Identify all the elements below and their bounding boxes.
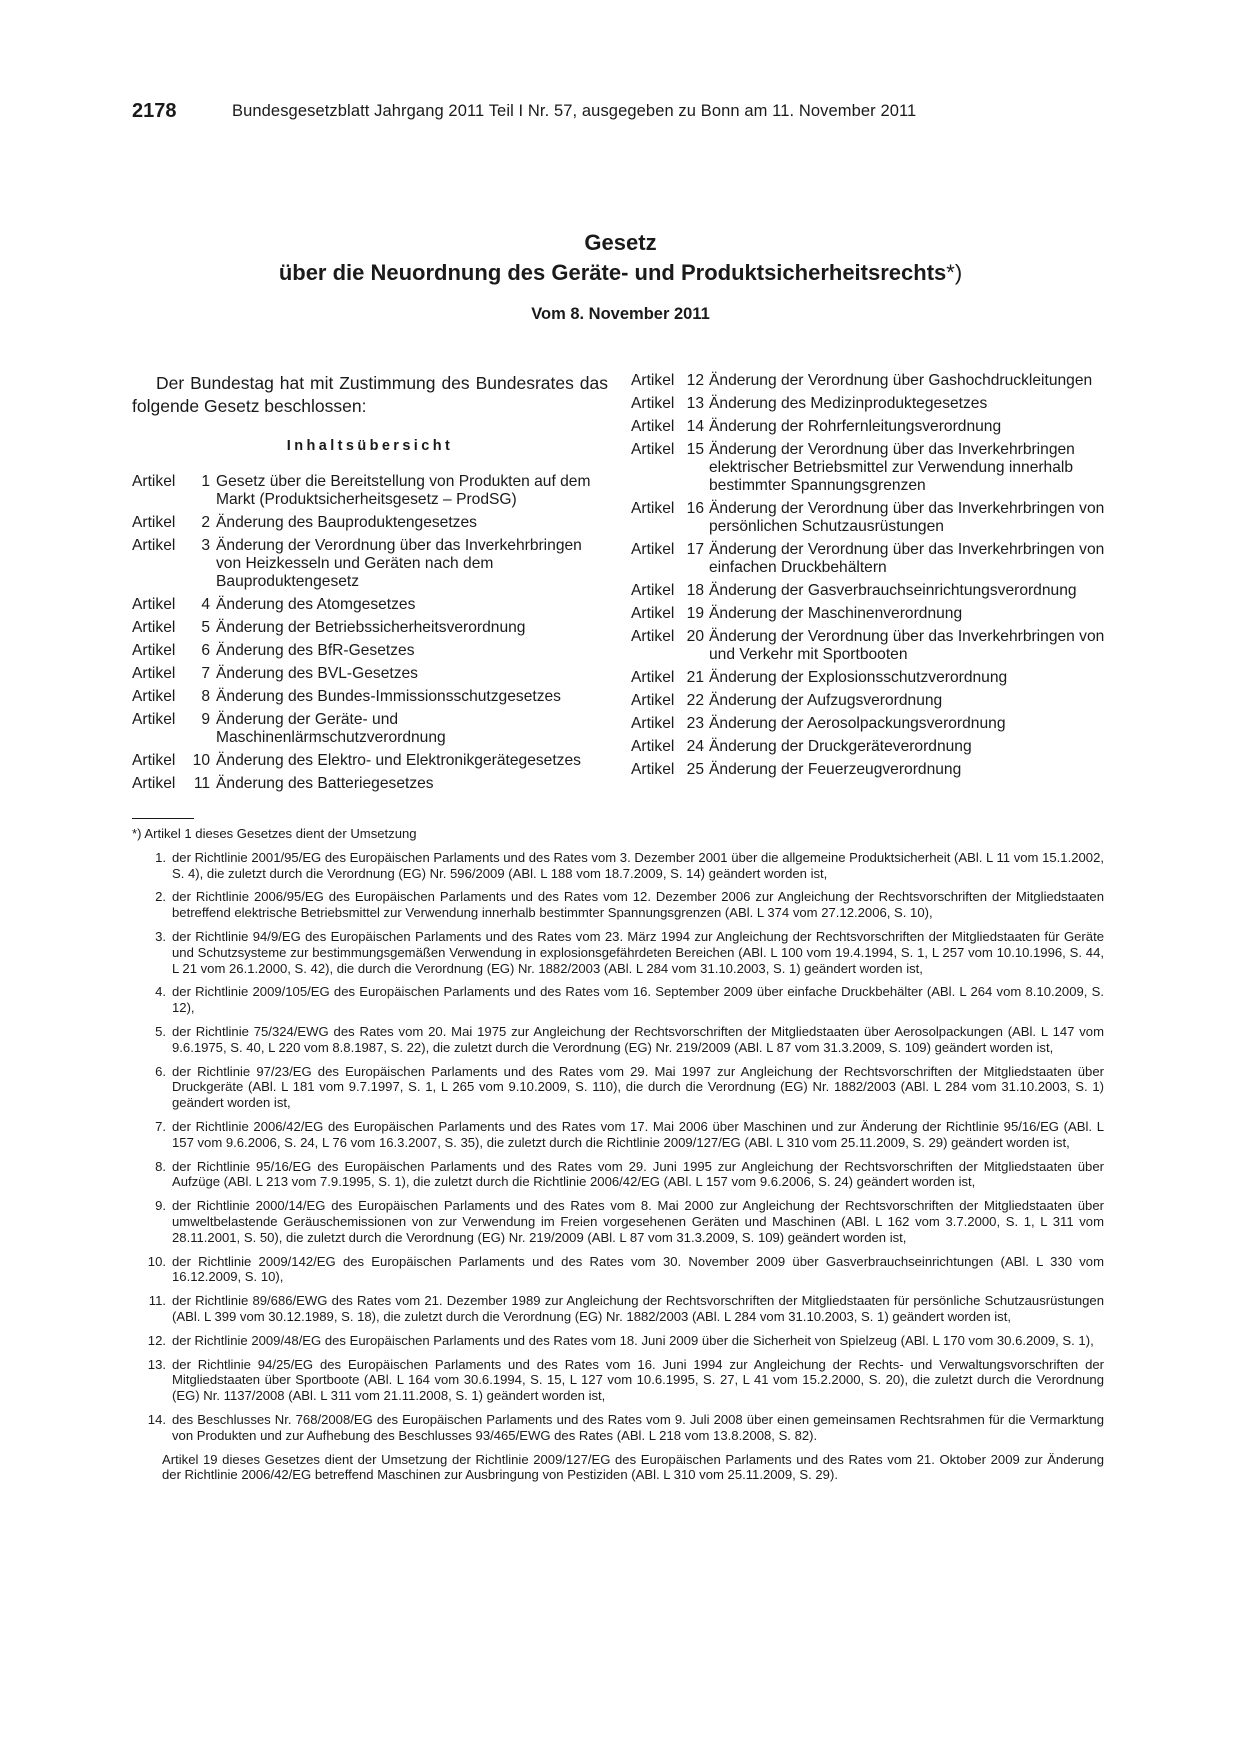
toc-entry [631,395,1111,413]
footnote-item [132,1357,1104,1404]
toc-entry [631,628,1111,664]
toc-entry-title: Änderung der Verordnung über das Inverkehrbringen von und Verkehr mit Sportbooten [709,628,1105,663]
toc-entry-label: Artikel [631,582,675,599]
toc-entry-label: Artikel [631,372,675,389]
toc-entry-title: Änderung des BfR-Gesetzes [216,642,415,659]
toc-entry-label: Artikel [631,500,675,517]
toc-entry-number: 19 [686,605,704,622]
toc-entry-number: 18 [686,582,704,599]
toc-entry-title: Änderung des Elektro- und Elektronikgerätegesetzes [216,752,581,769]
toc-entry-number: 23 [686,715,704,732]
footnote-item-number: 12. [147,1332,166,1348]
footnote-item-text: der Richtlinie 94/9/EG des Europäischen Parlaments und des Rates vom 23. März 1994 zur Angleichung der Rechtsvorschriften der Mitgliedstaaten für Geräte und Schutzsysteme zur bestimmungsgemäßen Verwendung in explosionsgefährdeten Bereichen (ABl. L 100 vom 19.4.1994, S. 1, L 257 vom 10.10.1996, S. 44, L 21 vom 26.1.2000, S. 42), die durch die Verordnung (EG) Nr. 1882/2003 (ABl. L 284 vom 31.10.2003, S. 1) geändert worden ist, [172,928,1104,976]
toc-entry-number: 17 [686,541,704,558]
toc-entry-title: Änderung der Feuerzeugverordnung [709,761,962,778]
footnote-item-number: 2. [155,889,166,905]
toc-entry-title: Gesetz über die Bereitstellung von Produkten auf dem Markt (Produktsicherheitsgesetz – ProdSG) [216,473,591,508]
toc-entry [132,642,608,660]
footnote-item-number: 9. [155,1198,166,1214]
toc-entry-number: 24 [686,738,704,755]
toc-entry-label: Artikel [132,711,176,728]
toc-list-right [631,372,1111,779]
toc-entry-title: Änderung des Batteriegesetzes [216,775,434,792]
toc-entry-label: Artikel [631,541,675,558]
toc-entry-number: 6 [201,642,210,659]
toc-entry [631,441,1111,495]
toc-entry-number: 21 [686,669,704,686]
toc-entry [132,514,608,532]
title-line-2 [0,258,1241,288]
law-date: Vom 8. November 2011 [531,305,710,323]
left-column [132,372,608,798]
footnote-item [132,889,1104,921]
toc-entry [132,711,608,747]
toc-entry-title: Änderung der Geräte- und Maschinenlärmschutzverordnung [216,711,446,746]
page-header [132,100,1112,130]
toc-entry-number: 9 [201,711,210,728]
toc-entry [631,372,1111,390]
toc-entry [631,541,1111,577]
footnote-item-text: der Richtlinie 89/686/EWG des Rates vom 21. Dezember 1989 zur Angleichung der Rechtsvorschriften der Mitgliedstaaten für persönliche Schutzausrüstungen (ABl. L 399 vom 30.12.1989, S. 18), die zuletzt durch die Verordnung (EG) Nr. 1882/2003 (ABl. L 284 vom 31.10.2003, S. 1) geändert worden ist, [172,1293,1104,1324]
footnote-item-number: 5. [155,1023,166,1039]
toc-entry-label: Artikel [132,619,176,636]
toc-entry [132,619,608,637]
toc-entry-title: Änderung der Rohrfernleitungsverordnung [709,418,1002,435]
toc-entry-label: Artikel [631,441,675,458]
toc-entry-number: 4 [201,596,210,613]
toc-entry [631,418,1111,436]
footnote-item [132,1024,1104,1056]
toc-entry-title: Änderung der Explosionsschutzverordnung [709,669,1008,686]
footnote-item-number: 13. [147,1356,166,1372]
toc-entry [132,473,608,509]
toc-entry [132,537,608,591]
footnote-item-number: 4. [155,984,166,1000]
toc-entry-label: Artikel [631,715,675,732]
toc-entry [631,738,1111,756]
toc-entry-label: Artikel [132,642,176,659]
toc-entry-label: Artikel [132,596,176,613]
footnote-item-text: der Richtlinie 2000/14/EG des Europäischen Parlaments und des Rates vom 8. Mai 2000 zur Angleichung der Rechtsvorschriften der Mitgliedstaaten über umweltbelastende Geräuschemissionen von zur Verwendung im Freien vorgesehenen Geräten und Maschinen (ABl. L 162 vom 3.7.2000, S. 1, L 311 vom 28.11.2001, S. 50), die zuletzt durch die Verordnung (EG) Nr. 219/2009 (ABl. L 87 vom 31.3.2009, S. 109) geändert worden ist, [172,1198,1104,1245]
toc-entry-title: Änderung der Gasverbrauchseinrichtungsverordnung [709,582,1077,599]
right-column [631,372,1111,784]
title-line-1: Gesetz [584,230,657,255]
toc-entry-label: Artikel [132,514,176,531]
toc-entry [132,665,608,683]
footnote-item-text: der Richtlinie 2009/142/EG des Europäischen Parlaments und des Rates vom 30. November 2009 über Gasverbrauchseinrichtungen (ABl. L 330 vom 16.12.2009, S. 10), [172,1253,1104,1285]
toc-list-left [132,473,608,793]
toc-entry-title: Änderung der Betriebssicherheitsverordnung [216,619,526,636]
footnote-item [132,1159,1104,1191]
toc-entry-number: 10 [192,752,210,769]
toc-entry-label: Artikel [132,665,176,682]
toc-entry [631,605,1111,623]
toc-entry-number: 3 [201,537,210,554]
toc-entry-title: Änderung der Verordnung über Gashochdruckleitungen [709,372,1093,389]
toc-entry-label: Artikel [132,688,176,705]
toc-entry-label: Artikel [631,669,675,686]
toc-entry-title: Änderung der Aufzugsverordnung [709,692,943,709]
footnote-item [132,984,1104,1016]
footnote-closing: Artikel 19 dieses Gesetzes dient der Umsetzung der Richtlinie 2009/127/EG des Europäischen Parlaments und des Rates vom 21. Oktober 2009 zur Änderung der Richtlinie 2006/42/EG betreffend Maschinen zur Ausbringung von Pestiziden (ABl. L 310 vom 25.11.2009, S. 29). [162,1451,1104,1483]
toc-entry-title: Änderung der Verordnung über das Inverkehrbringen elektrischer Betriebsmittel zur Verwendung innerhalb bestimmter Spannungsgrenzen [709,441,1075,494]
publication-header: Bundesgesetzblatt Jahrgang 2011 Teil I Nr. 57, ausgegeben zu Bonn am 11. November 2011 [232,102,917,120]
toc-entry-label: Artikel [631,692,675,709]
footnote-item-text: der Richtlinie 2006/95/EG des Europäischen Parlaments und des Rates vom 12. Dezember 2006 zur Angleichung der Rechtsvorschriften der Mitgliedstaaten betreffend elektrische Betriebsmittel zur Verwendung innerhalb bestimmter Spannungsgrenzen (ABl. L 374 vom 27.12.2006, S. 10), [172,889,1104,921]
intro-text: Der Bundestag hat mit Zustimmung des Bundesrates das folgende Gesetz beschlossen: [132,373,608,416]
toc-entry-number: 1 [201,473,210,490]
footnote-item-number: 8. [155,1158,166,1174]
footnote-item [132,1198,1104,1245]
toc-entry-number: 13 [686,395,704,412]
footnote-item-text: der Richtlinie 2009/48/EG des Europäischen Parlaments und des Rates vom 18. Juni 2009 über die Sicherheit von Spielzeug (ABl. L 170 vom 30.6.2009, S. 1), [172,1332,1094,1348]
footnote-item [132,1064,1104,1111]
toc-entry-number: 20 [686,628,704,645]
footnote-intro: *) Artikel 1 dieses Gesetzes dient der Umsetzung [132,826,417,841]
footnote-item-text: des Beschlusses Nr. 768/2008/EG des Europäischen Parlaments und des Rates vom 9. Juli 2008 über einen gemeinsamen Rechtsrahmen für die Vermarktung von Produkten und zur Aufhebung des Beschlusses 93/465/EWG des Rates (ABl. L 218 vom 13.8.2008, S. 82). [172,1411,1104,1443]
footnote-item-text: der Richtlinie 94/25/EG des Europäischen Parlaments und des Rates vom 16. Juni 1994 zur Angleichung der Rechts- und Verwaltungsvorschriften der Mitgliedstaaten über Sportboote (ABl. L 164 vom 30.6.1994, S. 15, L 127 vom 10.6.1995, S. 27, L 41 vom 15.2.2000, S. 20), die zuletzt durch die Verordnung (EG) Nr. 1137/2008 (ABl. L 311 vom 21.11.2008, S. 1) geändert worden ist, [172,1356,1104,1404]
toc-entry-title: Änderung der Maschinenverordnung [709,605,963,622]
toc-entry-label: Artikel [631,761,675,778]
toc-entry-label: Artikel [631,395,675,412]
toc-entry-title: Änderung der Druckgeräteverordnung [709,738,972,755]
title-line-2-text: über die Neuordnung des Geräte- und Produktsicherheitsrechts [278,260,947,285]
toc-entry-number: 15 [686,441,704,458]
toc-entry-title: Änderung des Medizinproduktegesetzes [709,395,988,412]
footnote-item-text: der Richtlinie 2001/95/EG des Europäischen Parlaments und des Rates vom 3. Dezember 2001 über die allgemeine Produktsicherheit (ABl. L 11 vom 15.1.2002, S. 4), die zuletzt durch die Verordnung (EG) Nr. 596/2009 (ABl. L 188 vom 18.7.2009, S. 14) geändert worden ist, [172,849,1104,881]
footnote-item-number: 3. [155,928,166,944]
toc-entry [132,752,608,770]
toc-entry-title: Änderung des BVL-Gesetzes [216,665,418,682]
footnote-list [132,850,1104,1444]
footnote-item-number: 11. [148,1293,166,1309]
footnote-item-text: der Richtlinie 97/23/EG des Europäischen Parlaments und des Rates vom 29. Mai 1997 zur Angleichung der Rechtsvorschriften der Mitgliedstaaten über Druckgeräte (ABl. L 181 vom 9.7.1997, S. 1, L 265 vom 9.10.2009, S. 110), die durch die Verordnung (EG) Nr. 1882/2003 (ABl. L 284 vom 31.10.2003, S. 1) geändert worden ist, [172,1063,1104,1111]
toc-entry-label: Artikel [132,752,176,769]
toc-entry-number: 5 [201,619,210,636]
toc-entry-number: 12 [686,372,704,389]
toc-entry-title: Änderung der Verordnung über das Inverkehrbringen von persönlichen Schutzausrüstungen [709,500,1105,535]
footnote-item [132,1293,1104,1325]
toc-entry-number: 8 [201,688,210,705]
toc-entry-label: Artikel [631,628,675,645]
toc-entry-label: Artikel [132,473,176,490]
footnote-rule [132,818,194,819]
footnote-item [132,1412,1104,1444]
toc-entry [631,582,1111,600]
footnote-item-number: 6. [155,1063,166,1079]
toc-entry [631,669,1111,687]
toc-entry-number: 7 [201,665,210,682]
toc-entry-number: 11 [193,775,210,792]
footnote-item-text: der Richtlinie 2009/105/EG des Europäischen Parlaments und des Rates vom 16. September 2009 über einfache Druckbehälter (ABl. L 264 vom 8.10.2009, S. 12), [172,984,1104,1016]
toc-entry-title: Änderung der Verordnung über das Inverkehrbringen von einfachen Druckbehältern [709,541,1105,576]
footnote-item-number: 10. [147,1253,166,1269]
toc-entry-label: Artikel [631,605,675,622]
toc-entry-title: Änderung der Verordnung über das Inverkehrbringen von Heizkesseln und Geräten nach dem Bauproduktengesetz [216,537,582,590]
footnote-item [132,929,1104,976]
toc-heading: Inhaltsübersicht [286,438,454,454]
toc-entry-number: 22 [686,692,704,709]
toc-entry [132,775,608,793]
toc-entry [631,500,1111,536]
footnote-item [132,1119,1104,1151]
title-footnote-marker: *) [946,260,963,285]
footnote-item-text: der Richtlinie 95/16/EG des Europäischen Parlaments und des Rates vom 29. Juni 1995 zur Angleichung der Rechtsvorschriften der Mitgliedstaaten über Aufzüge (ABl. L 213 vom 7.9.1995, S. 1), die zuletzt durch die Richtlinie 2006/42/EG (ABl. L 157 vom 9.6.2006, S. 24) geändert worden ist, [172,1158,1104,1190]
footnote-item-text: der Richtlinie 75/324/EWG des Rates vom 20. Mai 1975 zur Angleichung der Rechtsvorschriften der Mitgliedstaaten über Aerosolpackungen (ABl. L 147 vom 9.6.1975, S. 40, L 220 vom 8.8.1987, S. 22), die zuletzt durch die Verordnung (EG) Nr. 219/2009 (ABl. L 87 vom 31.3.2009, S. 109) geändert worden ist, [172,1023,1104,1055]
toc-entry-title: Änderung des Bauproduktengesetzes [216,514,477,531]
toc-entry [631,715,1111,733]
toc-entry [132,688,608,706]
toc-entry-title: Änderung der Aerosolpackungsverordnung [709,715,1006,732]
footnote-item [132,850,1104,882]
toc-entry-label: Artikel [132,537,176,554]
toc-entry-title: Änderung des Bundes-Immissionsschutzgesetzes [216,688,561,705]
footnote-item-number: 1. [155,849,166,865]
toc-entry [631,761,1111,779]
toc-entry-label: Artikel [132,775,176,792]
toc-entry-title: Änderung des Atomgesetzes [216,596,416,613]
toc-entry [631,692,1111,710]
footnote-item [132,1333,1104,1349]
toc-entry-number: 14 [686,418,704,435]
toc-entry-number: 16 [686,500,704,517]
footnotes [132,826,1104,1483]
toc-entry-label: Artikel [631,738,675,755]
footnote-item-number: 7. [155,1118,166,1134]
toc-entry-label: Artikel [631,418,675,435]
toc-entry-number: 2 [201,514,210,531]
page-number: 2178 [132,100,177,122]
footnote-item-text: der Richtlinie 2006/42/EG des Europäischen Parlaments und des Rates vom 17. Mai 2006 über Maschinen und zur Änderung der Richtlinie 95/16/EG (ABl. L 157 vom 9.6.2006, S. 24, L 76 vom 16.3.2007, S. 35), die zuletzt durch die Richtlinie 2009/127/EG (ABl. L 310 vom 25.11.2009, S. 29) geändert worden ist, [172,1118,1104,1150]
law-title [0,228,1241,288]
toc-entry [132,596,608,614]
footnote-item [132,1254,1104,1286]
toc-entry-number: 25 [686,761,704,778]
footnote-item-number: 14. [147,1411,166,1427]
